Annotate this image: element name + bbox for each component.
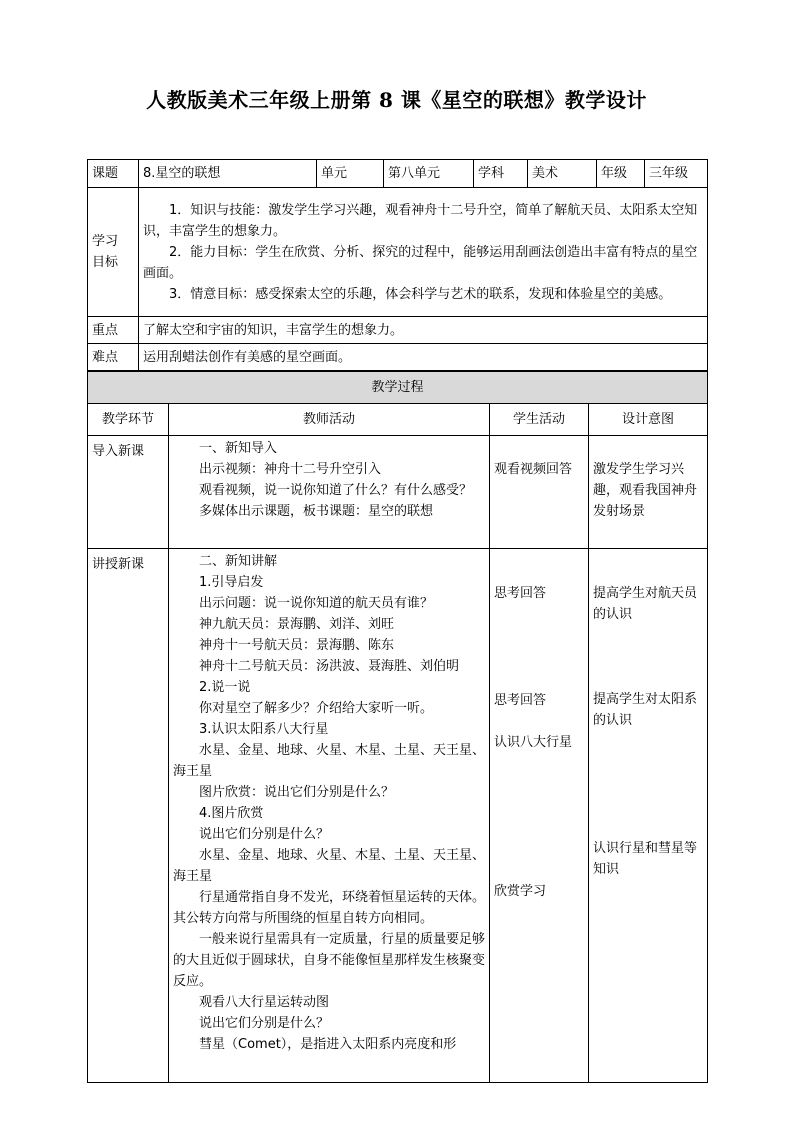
lesson-purpose — [589, 549, 708, 1083]
purpose-note: 提高学生对太阳系的认识 — [593, 692, 698, 728]
teacher-line: 神舟十二号航天员：汤洪波、聂海胜、刘伯明 — [199, 659, 460, 674]
objective-item: 2．能力目标：学生在欣赏、分析、探究的过程中，能够运用刮画法创造出丰富有特点的星空画面。 — [143, 244, 698, 281]
grade-label: 年级 — [597, 160, 645, 188]
process-banner: 教学过程 — [88, 372, 708, 404]
teacher-line: 说出它们分别是什么？ — [199, 1016, 330, 1031]
teacher-line: 多媒体出示课题，板书课题：星空的联想 — [199, 504, 434, 519]
teacher-line: 神九航天员：景海鹏、刘洋、刘旺 — [199, 617, 395, 632]
subject-label: 学科 — [474, 160, 528, 188]
teacher-line: 说出它们分别是什么？ — [199, 827, 330, 842]
intro-purpose: 激发学生学习兴趣，观看我国神舟发射场景 — [589, 436, 708, 549]
teacher-line: 3.认识太阳系八大行星 — [199, 722, 329, 737]
difficulty-label: 难点 — [88, 344, 139, 371]
teacher-line: 1.引导启发 — [199, 575, 264, 590]
lesson-stage: 讲授新课 — [88, 549, 169, 1083]
teacher-line: 出示视频：神舟十二号升空引入 — [199, 462, 382, 477]
intro-student: 观看视频回答 — [490, 436, 589, 549]
intro-stage: 导入新课 — [88, 436, 169, 549]
topic-value: 8.星空的联想 — [139, 160, 317, 188]
difficulty-row — [88, 344, 708, 371]
key-point-label: 重点 — [88, 317, 139, 344]
objective-item: 1．知识与技能：激发学生学习兴趣，观看神舟十二号升空，简单了解航天员、太阳系太空知识，丰富学生的想象力。 — [143, 202, 698, 239]
lesson-student — [490, 549, 589, 1083]
header-purpose: 设计意图 — [589, 404, 708, 436]
teacher-line: 出示问题：说一说你知道的航天员有谁？ — [199, 596, 434, 611]
teacher-line: 4.图片欣赏 — [199, 806, 264, 821]
teacher-line: 你对星空了解多少？介绍给大家听一听。 — [199, 701, 434, 716]
header-student: 学生活动 — [490, 404, 589, 436]
subject-value: 美术 — [528, 160, 597, 188]
teacher-line: 观看八大行星运转动图 — [199, 995, 330, 1010]
purpose-note: 认识行星和彗星等知识 — [593, 841, 698, 877]
topic-label: 课题 — [88, 160, 139, 188]
objective-item: 3．情意目标：感受探索太空的乐趣，体会科学与艺术的联系，发现和体验星空的美感。 — [169, 286, 672, 302]
teacher-line: 一、新知导入 — [199, 441, 278, 456]
intro-row — [88, 436, 708, 549]
header-stage: 教学环节 — [88, 404, 169, 436]
student-note: 思考回答 — [494, 586, 547, 601]
teacher-line: 神舟十一号航天员：景海鹏、陈东 — [199, 638, 395, 653]
student-note: 欣赏学习 — [494, 884, 547, 899]
objectives-label-line2: 目标 — [92, 255, 119, 270]
lesson-info-table — [87, 159, 708, 371]
teacher-line: 2.说一说 — [199, 680, 251, 695]
objectives-content — [139, 188, 708, 317]
objectives-label-line1: 学习 — [92, 234, 119, 249]
difficulty-value: 运用刮蜡法创作有美感的星空画面。 — [139, 344, 708, 371]
teaching-process-table — [87, 371, 708, 1083]
teacher-line: 观看视频，说一说你知道了什么？有什么感受？ — [199, 483, 473, 498]
unit-value: 第八单元 — [384, 160, 474, 188]
teacher-line: 彗星（Comet），是指进入太阳系内亮度和形 — [199, 1037, 457, 1052]
lesson-teacher — [169, 549, 490, 1083]
student-note: 思考回答 — [494, 693, 547, 708]
teacher-line: 水星、金星、地球、火星、木星、土星、天王星、海王星 — [173, 848, 486, 884]
key-point-value: 了解太空和宇宙的知识，丰富学生的想象力。 — [139, 317, 708, 344]
teacher-line: 行星通常指自身不发光，环绕着恒星运转的天体。其公转方向常与所围绕的恒星自转方向相同。 — [173, 890, 486, 926]
objectives-label — [88, 188, 139, 317]
lesson-row — [88, 549, 708, 1083]
intro-teacher — [169, 436, 490, 549]
teacher-line: 一般来说行星需具有一定质量，行星的质量要足够的大且近似于圆球状，自身不能像恒星那样发生核聚变反应。 — [173, 932, 486, 989]
process-banner-row — [88, 372, 708, 404]
unit-label: 单元 — [317, 160, 384, 188]
info-row — [88, 160, 708, 188]
student-note: 认识八大行星 — [494, 735, 573, 750]
page-title: 人教版美术三年级上册第 8 课《星空的联想》教学设计 — [146, 88, 647, 112]
key-point-row — [88, 317, 708, 344]
teacher-line: 图片欣赏：说出它们分别是什么？ — [199, 785, 395, 800]
process-header-row — [88, 404, 708, 436]
grade-value: 三年级 — [645, 160, 708, 188]
header-teacher: 教师活动 — [169, 404, 490, 436]
teacher-line: 二、新知讲解 — [199, 554, 278, 569]
purpose-note: 提高学生对航天员的认识 — [593, 586, 698, 622]
objectives-row — [88, 188, 708, 317]
teacher-line: 水星、金星、地球、火星、木星、土星、天王星、海王星 — [173, 743, 486, 779]
